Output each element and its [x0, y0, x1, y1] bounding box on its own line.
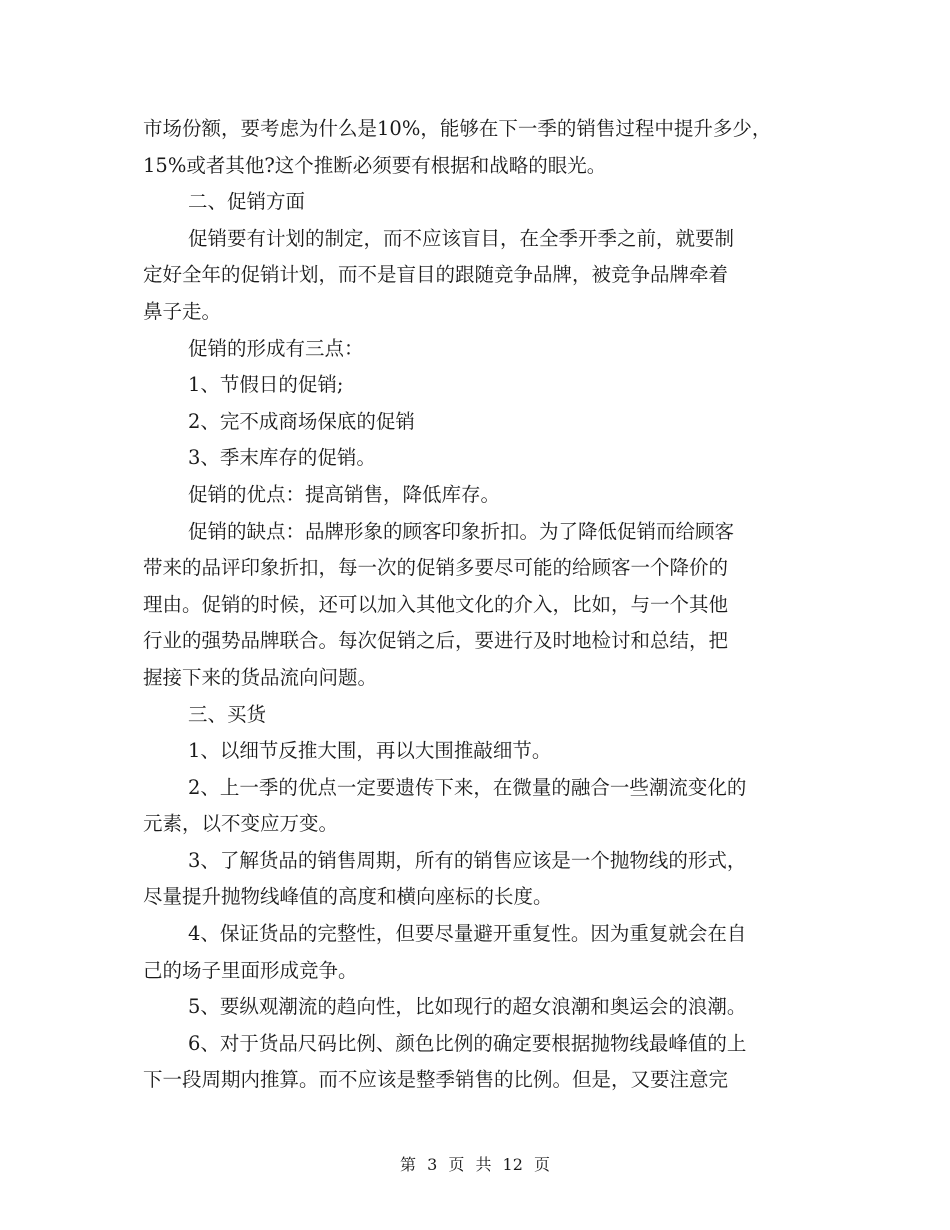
paragraph	[143, 733, 813, 770]
text-line: 15%或者其他?这个推断必须要有根据和战略的眼光。	[143, 153, 607, 177]
text-line: 鼻子走。	[143, 299, 222, 323]
paragraph	[143, 331, 813, 368]
paragraph	[143, 989, 813, 1026]
text-line: 元素，以不变应万变。	[143, 812, 339, 836]
text-line: 3、季末库存的促销。	[188, 446, 376, 470]
paragraph	[143, 1026, 813, 1099]
paragraph	[143, 514, 813, 697]
text-line: 促销的形成有三点：	[188, 336, 364, 360]
paragraph	[143, 184, 813, 221]
text-line: 己的场子里面形成竞争。	[143, 958, 358, 982]
text-line: 下一段周期内推算。而不应该是整季销售的比例。但是，又要注意完	[143, 1068, 729, 1092]
paragraph	[143, 916, 813, 989]
text-line: 2、完不成商场保底的促销	[188, 409, 415, 433]
document-body	[143, 111, 813, 1099]
text-line: 三、买货	[188, 702, 267, 726]
text-line: 3、了解货品的销售周期，所有的销售应该是一个抛物线的形式，	[188, 848, 747, 872]
text-line: 促销的缺点：品牌形象的顾客印象折扣。为了降低促销而给顾客	[188, 519, 735, 543]
paragraph	[143, 404, 813, 441]
text-line: 2、上一季的优点一定要遗传下来，在微量的融合一些潮流变化的	[188, 775, 747, 799]
text-line: 市场份额，要考虑为什么是10%，能够在下一季的销售过程中提升多少，	[143, 117, 772, 140]
text-line: 定好全年的促销计划，而不是盲目的跟随竞争品牌，被竞争品牌牵着	[143, 263, 729, 287]
paragraph	[143, 697, 813, 734]
text-line: 带来的品评印象折扣，每一次的促销多要尽可能的给顾客一个降价的	[143, 556, 729, 580]
text-line: 1、以细节反推大围，再以大围推敲细节。	[188, 739, 552, 763]
text-line: 行业的强势品牌联合。每次促销之后，要进行及时地检讨和总结，把	[143, 629, 729, 653]
text-line: 4、保证货品的完整性，但要尽量避开重复性。因为重复就会在自	[188, 922, 747, 946]
paragraph	[143, 111, 813, 184]
paragraph	[143, 367, 813, 404]
paragraph	[143, 440, 813, 477]
text-line: 促销要有计划的制定，而不应该盲目，在全季开季之前，就要制	[188, 226, 735, 250]
text-line: 理由。促销的时候，还可以加入其他文化的介入，比如，与一个其他	[143, 592, 729, 616]
paragraph	[143, 221, 813, 331]
text-line: 6、对于货品尺码比例、颜色比例的确定要根据抛物线最峰值的上	[188, 1031, 747, 1055]
paragraph	[143, 843, 813, 916]
text-line: 尽量提升抛物线峰值的高度和横向座标的长度。	[143, 885, 553, 909]
text-line: 1、节假日的促销;	[188, 373, 344, 397]
text-line: 促销的优点：提高销售，降低库存。	[188, 482, 501, 506]
page-footer: 第 3 页 共 12 页	[400, 1155, 550, 1174]
text-line: 5、要纵观潮流的趋向性，比如现行的超女浪潮和奥运会的浪潮。	[188, 995, 747, 1019]
paragraph	[143, 770, 813, 843]
text-line: 二、促销方面	[188, 190, 306, 214]
text-line: 握接下来的货品流向问题。	[143, 665, 378, 689]
paragraph	[143, 477, 813, 514]
